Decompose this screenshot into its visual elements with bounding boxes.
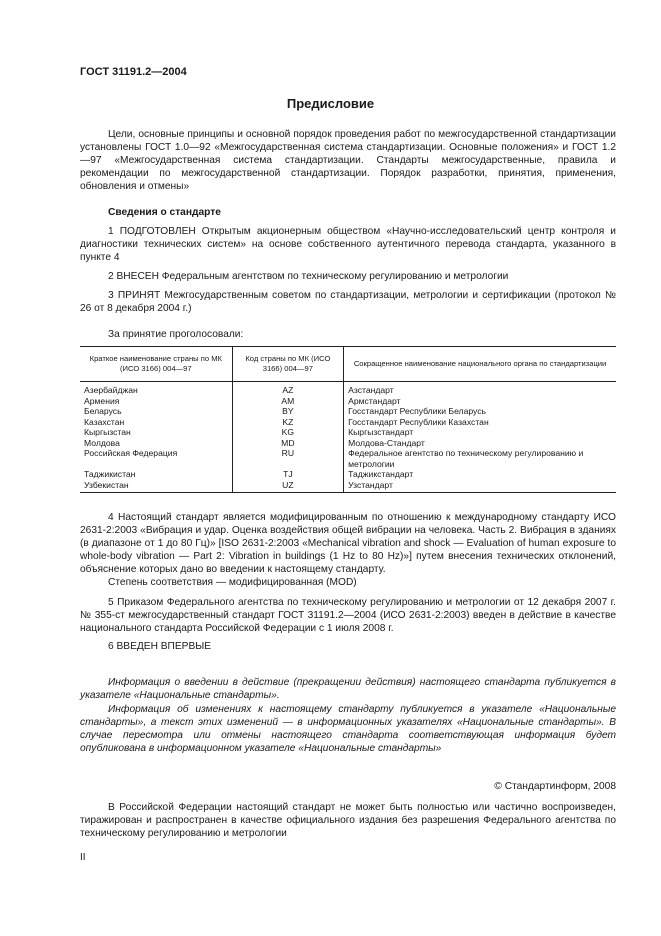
- intro-paragraph: Цели, основные принципы и основной порядок проведения работ по межгосударственной стандартизации установлены ГОСТ 1.0—92 «Межгосударственная система стандартизации. Основные положения» и ГОСТ 1.2—97 «Межгосударственная система стандартизации. Стандарты межгосударственные, правила и рекомендации по межгосударственной стандартизации. Порядок разработки, принятия, применения, обновления и отмены»: [80, 129, 616, 192]
- notice-changes: Информация об изменениях к настоящему стандарту публикуется в указателе «Национальные стандарты», а текст этих изменений — в информационных указателях «Национальные стандарты». В случае пересмотра или отмены настоящего стандарта соответствующая информация будет опубликована в информационном указателе «Национальные стандарты»: [80, 704, 616, 754]
- item-4-modification: 4 Настоящий стандарт является модифицированным по отношению к международному стандарту ИСО 2631-2:2003 «Вибрация и удар. Оценка воздействия общей вибрации на человека. Часть 2. Вибрация в зданиях (в диапазоне от 1 до 80 Гц)» [ISO 2631-2:2003 «Mechanical vibration and shock — Evaluation of human exposure to whole-body vibration — Part 2: Vibration in buildings (1 Hz to 80 Hz)»] путем внесения технических отклонений, объяснение которых дано во введении к настоящему стандарту.: [80, 512, 616, 575]
- country-cell: Молдова: [84, 437, 120, 448]
- code-cell: BY: [232, 406, 344, 417]
- code-cell: MD: [232, 438, 344, 449]
- copyright-notice: © Стандартинформ, 2008: [494, 781, 616, 792]
- country-cell: Узбекистан: [80, 480, 232, 493]
- body-cell: Армстандарт: [344, 396, 616, 407]
- info-heading: Сведения о стандарте: [108, 207, 221, 218]
- header-code: Код страны по МК (ИСО 3166) 004—97: [232, 347, 344, 382]
- code-cell: KZ: [232, 417, 344, 428]
- table-row: [80, 427, 616, 438]
- document-id: ГОСТ 31191.2—2004: [80, 66, 187, 78]
- item-4-degree: Степень соответствия — модифицированная (MOD): [108, 577, 357, 588]
- country-cell: Казахстан: [84, 416, 125, 427]
- body-cell: Таджикстандарт: [344, 469, 616, 480]
- table-row: [80, 438, 616, 449]
- votes-table: [80, 346, 616, 493]
- code-cell: RU: [232, 448, 344, 469]
- code-cell: KG: [232, 427, 344, 438]
- body-cell: Госстандарт Республики Беларусь: [344, 406, 616, 417]
- item-1-prepared: 1 ПОДГОТОВЛЕН Открытым акционерным обществом «Научно-исследовательский центр контроля и диагностики технических систем» на основе собственного аутентичного перевода стандарта, указанного в пункте 4: [80, 226, 616, 263]
- table-header-row: [80, 347, 616, 382]
- item-3-adopted: 3 ПРИНЯТ Межгосударственным советом по стандартизации, метрологии и сертификации (протокол № 26 от 8 декабря 2004 г.): [80, 290, 616, 314]
- code-cell: AM: [232, 396, 344, 407]
- item-5-order: 5 Приказом Федерального агентства по техническому регулированию и метрологии от 12 декабря 2007 г. № 355-ст межгосударственный стандарт ГОСТ 31191.2—2004 (ИСО 2631-2:2003) введен в действие в качестве национального стандарта Российской Федерации с 1 июля 2008 г.: [80, 597, 616, 634]
- table-row: [80, 396, 616, 407]
- table-row: [80, 469, 616, 480]
- notice-introduction: Информация о введении в действие (прекращении действия) настоящего стандарта публикуется в указателе «Национальные стандарты».: [80, 677, 616, 701]
- table-row: [80, 382, 616, 396]
- page-number: II: [80, 852, 86, 863]
- body-cell: Госстандарт Республики Казахстан: [344, 417, 616, 428]
- country-cell: Азербайджан: [84, 385, 138, 395]
- country-cell: Армения: [84, 395, 120, 406]
- country-cell: Российская Федерация: [84, 448, 178, 458]
- header-body: Сокращенное наименование национального органа по стандартизации: [344, 347, 616, 382]
- table-row: [80, 480, 616, 493]
- code-cell: AZ: [232, 382, 344, 396]
- table-row: [80, 406, 616, 417]
- page-title: Предисловие: [286, 96, 375, 111]
- body-cell: Кыргызстандарт: [344, 427, 616, 438]
- table-row: [80, 448, 616, 469]
- header-country: Краткое наименование страны по МК (ИСО 3166) 004—97: [80, 347, 232, 382]
- body-cell: Федеральное агентство по техническому регулированию и метрологии: [344, 448, 616, 469]
- item-2-submitted: 2 ВНЕСЕН Федеральным агентством по техническому регулированию и метрологии: [108, 271, 509, 282]
- body-cell: Азстандарт: [344, 382, 616, 396]
- rights-notice: В Российской Федерации настоящий стандарт не может быть полностью или частично воспроизведен, тиражирован и распространен в качестве официального издания без разрешения Федерального агентства по техническому регулированию и метрологии: [80, 802, 616, 839]
- body-cell: Узстандарт: [344, 480, 616, 493]
- table-row: [80, 417, 616, 428]
- body-cell: Молдова-Стандарт: [344, 438, 616, 449]
- vote-intro: За принятие проголосовали:: [108, 329, 244, 340]
- code-cell: UZ: [232, 480, 344, 493]
- code-cell: TJ: [232, 469, 344, 480]
- item-6-introduced: 6 ВВЕДЕН ВПЕРВЫЕ: [108, 641, 212, 652]
- country-cell: Таджикистан: [84, 469, 136, 479]
- country-cell: Беларусь: [84, 406, 122, 416]
- country-cell: Кыргызстан: [84, 427, 131, 437]
